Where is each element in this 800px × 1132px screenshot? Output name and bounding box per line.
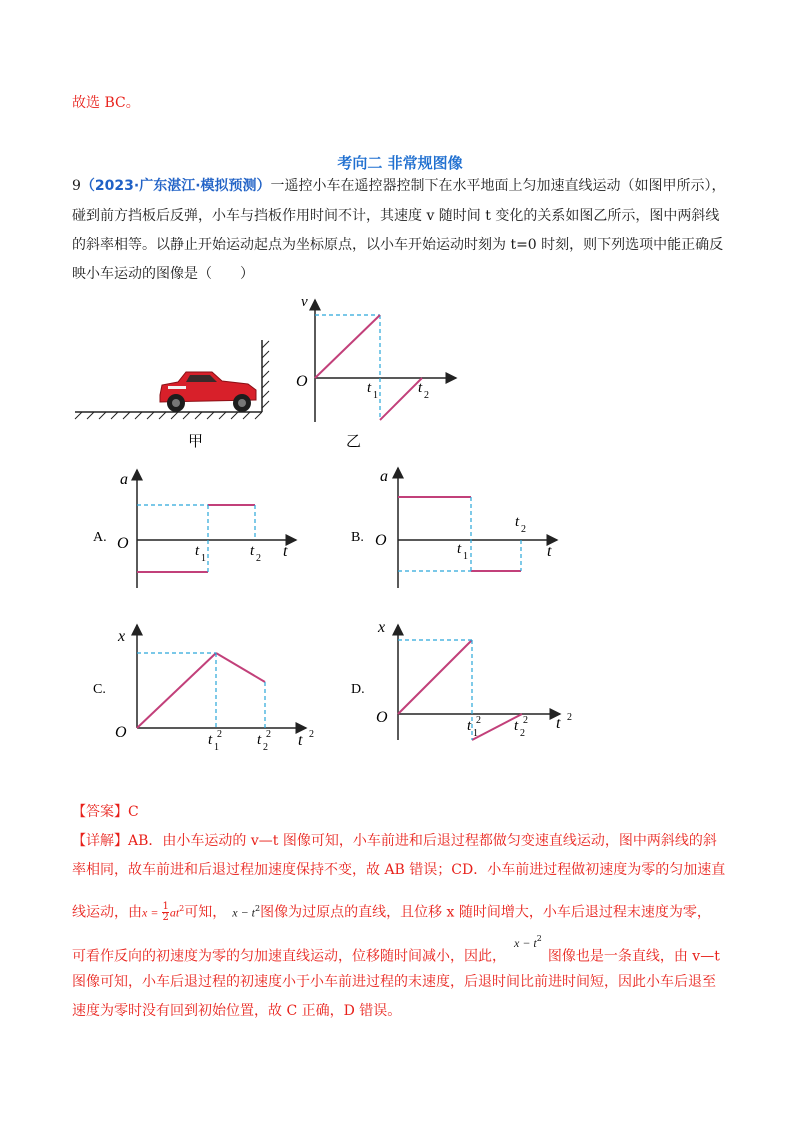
formula-fraction xyxy=(162,902,168,923)
ground-hatching xyxy=(75,412,262,419)
yi-origin-label: O xyxy=(296,373,308,390)
explanation-line-3-b: 可知， xyxy=(184,904,227,921)
formula-denominator: 2 xyxy=(162,912,169,924)
c-t2-label: t xyxy=(257,732,262,748)
explanation-line-4-a: 可看作反向的初速度为零的匀加速直线运动，位移随时间减小，因此， xyxy=(72,948,506,965)
d-t2-sub: 2 xyxy=(520,728,525,739)
b-y-label: a xyxy=(380,468,388,485)
c-x-sup: 2 xyxy=(309,729,314,740)
d-origin: O xyxy=(376,709,388,726)
figure-jia xyxy=(75,340,269,419)
question-source: （2023·广东湛江·模拟预测） xyxy=(80,178,271,194)
question-line-1-text: 一遥控小车在遥控器控制下在水平地面上匀加速直线运动（如图甲所示）， xyxy=(270,178,726,194)
answer-line xyxy=(72,805,139,819)
explanation-line-6: 速度为零时没有回到初始位置，故 C 正确，D 错误。 xyxy=(72,1003,402,1019)
yi-t2-sub: 2 xyxy=(424,390,429,401)
option-c-label: C. xyxy=(93,682,106,697)
d-t1-label: t xyxy=(467,718,472,734)
figure-jia-label: 甲 xyxy=(188,434,204,450)
previous-conclusion: 故选 BC。 xyxy=(72,95,140,111)
d-y-label: x xyxy=(378,619,386,636)
option-a-graph xyxy=(93,470,296,588)
c-rising-line xyxy=(137,653,216,728)
explanation-line-4-b: 图像也是一条直线，由 v—t xyxy=(547,948,720,965)
yi-returning-line xyxy=(380,378,422,420)
a-t1-label: t xyxy=(195,543,200,559)
explanation-line-1-text: AB．由小车运动的 v—t 图像可知，小车前进和后退过程都做匀变速直线运动，图中两斜线的斜 xyxy=(128,833,717,849)
b-t2-label: t xyxy=(515,514,520,530)
xt2-sup-1: 2 xyxy=(255,904,261,913)
c-t2-sub: 2 xyxy=(263,742,268,753)
a-x-label: t xyxy=(283,543,288,560)
d-t1-sub: 1 xyxy=(473,728,478,739)
option-c-graph xyxy=(93,625,314,753)
formula-lhs: x = xyxy=(142,905,162,920)
wall-hatching xyxy=(262,341,269,408)
explanation-line-3 xyxy=(72,902,711,923)
explanation-line-5: 图像可知，小车后退过程的初速度小于小车前进过程的末速度，后退时间比前进时间短，因此小车后退至 xyxy=(72,974,716,990)
yi-t2-label: t xyxy=(418,380,423,396)
a-y-label: a xyxy=(120,471,128,488)
c-x-label: t xyxy=(298,732,303,749)
explanation-line-3-a: 线运动，由 xyxy=(72,904,142,921)
answer-label: 【答案】 xyxy=(72,804,128,820)
option-b-label: B. xyxy=(351,530,364,545)
figure-yi xyxy=(296,294,456,422)
b-t1-sub: 1 xyxy=(463,551,468,562)
c-falling-line xyxy=(216,653,265,682)
option-b-graph xyxy=(351,468,557,588)
d-rising-line xyxy=(398,640,472,714)
formula-sup: 2 xyxy=(179,904,185,913)
c-y-label: x xyxy=(118,628,126,645)
d-x-sup: 2 xyxy=(567,712,572,723)
a-t2-label: t xyxy=(250,543,255,559)
xt2-expression-2: x − t xyxy=(514,935,537,950)
d-t1-sup: 2 xyxy=(476,715,481,726)
formula-numerator: 1 xyxy=(162,901,169,913)
section-heading: 考向二 非常规图像 xyxy=(337,154,463,172)
explanation-line-2: 率相同，故车前进和后退过程加速度保持不变，故 AB 错误；CD．小车前进过程做初速度为零的匀加速直 xyxy=(72,862,726,878)
xt2-expression-1: x − t xyxy=(232,905,256,920)
option-d-graph xyxy=(351,619,572,740)
question-line-2: 碰到前方挡板后反弹，小车与挡板作用时间不计，其速度 v 随时间 t 变化的关系如图乙所示，图中两斜线 xyxy=(72,208,720,224)
b-t1-label: t xyxy=(457,541,462,557)
explanation-label: 【详解】 xyxy=(72,833,128,849)
yi-v-label: v xyxy=(301,294,308,310)
rc-car-image xyxy=(160,372,256,412)
d-t2-sup: 2 xyxy=(523,715,528,726)
b-origin: O xyxy=(375,532,387,549)
formula-rhs: at xyxy=(169,905,180,920)
d-t2-label: t xyxy=(514,718,519,734)
explanation-line-4 xyxy=(72,934,720,965)
xt2-sup-2: 2 xyxy=(536,934,542,943)
a-t1-sub: 1 xyxy=(201,553,206,564)
yi-t1-sub: 1 xyxy=(373,390,378,401)
b-t2-sub: 2 xyxy=(521,524,526,535)
c-t2-sup: 2 xyxy=(266,729,271,740)
question-line-4: 映小车运动的图像是（ ） xyxy=(72,266,254,282)
c-t1-sup: 2 xyxy=(217,729,222,740)
option-a-label: A. xyxy=(93,530,107,545)
c-origin: O xyxy=(115,724,127,741)
question-line-3: 的斜率相等。以静止开始运动起点为坐标原点，以小车开始运动时刻为 t=0 时刻，则下列选项中能正确反 xyxy=(72,237,724,253)
yi-t1-label: t xyxy=(367,380,372,396)
a-origin: O xyxy=(117,535,129,552)
c-t1-sub: 1 xyxy=(214,742,219,753)
d-x-label: t xyxy=(556,715,561,732)
yi-rising-line xyxy=(315,315,380,378)
figure-yi-label: 乙 xyxy=(346,434,362,450)
a-t2-sub: 2 xyxy=(256,553,261,564)
b-x-label: t xyxy=(547,543,552,560)
explanation-line-3-c: 图像为过原点的直线，且位移 x 随时间增大，小车后退过程末速度为零， xyxy=(260,904,711,921)
explanation-line-1 xyxy=(72,834,717,848)
question-number: 9 xyxy=(72,178,81,194)
c-t1-label: t xyxy=(208,732,213,748)
answer-value: C xyxy=(128,804,139,820)
option-d-label: D. xyxy=(351,682,365,697)
